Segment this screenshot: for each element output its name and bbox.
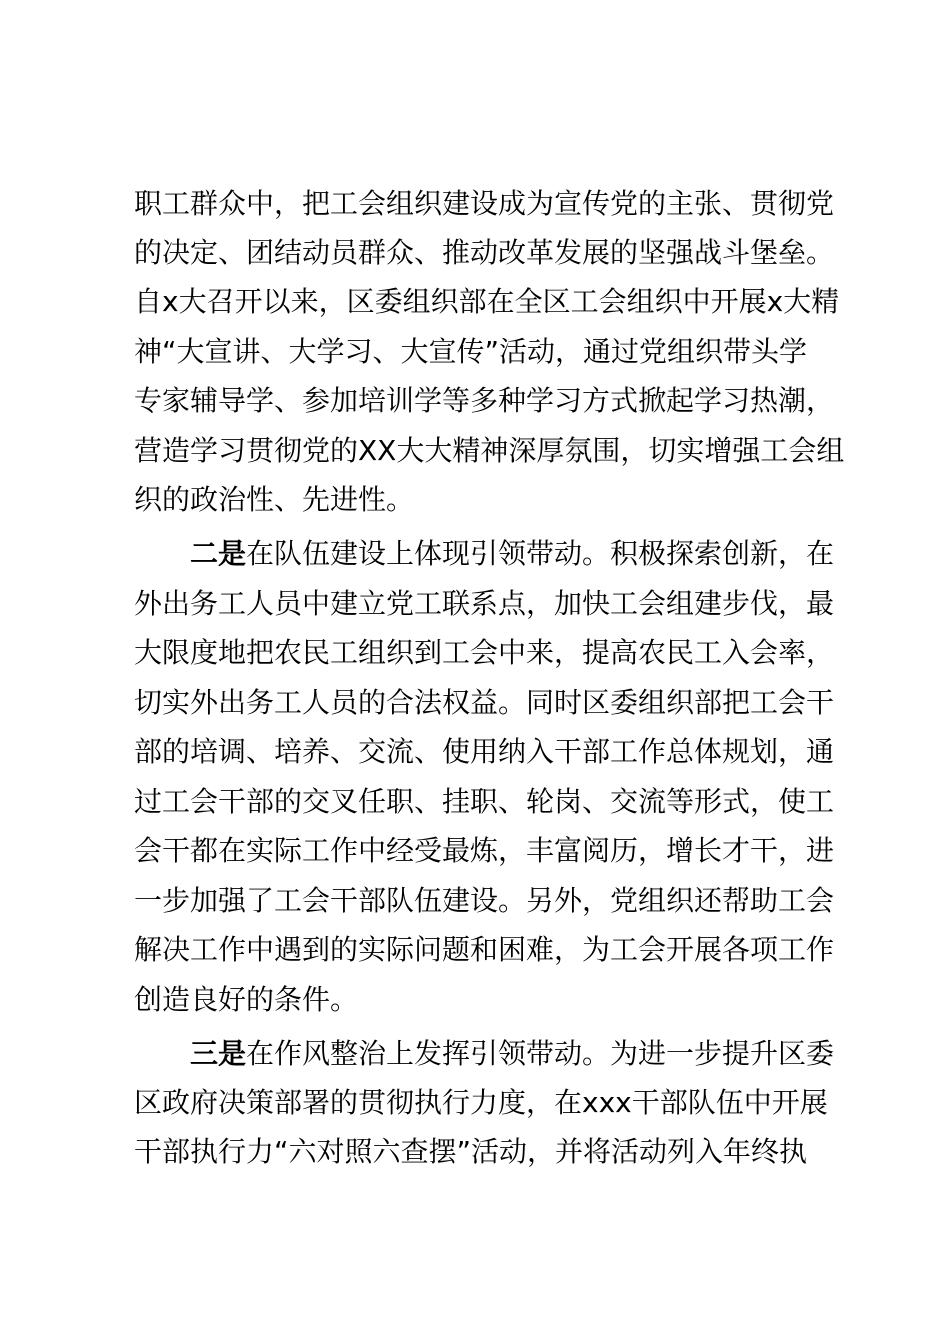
para1-line-3: 自x大召开以来，区委组织部在全区工会组织中开展x大精 — [134, 285, 840, 318]
para2-line-9: 解决工作中遇到的实际问题和困难，为工会开展各项工作 — [134, 933, 835, 966]
para2-first-line-text: 在队伍建设上体现引领带动。积极探索创新，在 — [246, 537, 835, 570]
para3-line-3: 干部执行力“六对照六查摆”活动，并将活动列入年终执 — [134, 1135, 808, 1168]
para2-line-6: 过工会干部的交叉任职、挂职、轮岗、交流等形式，使工 — [134, 785, 835, 818]
para2-line-3: 大限度地把农民工组织到工会中来，提高农民工入会率， — [134, 636, 835, 669]
para1-line-4: 神“大宣讲、大学习、大宣传”活动，通过党组织带头学 — [134, 335, 808, 368]
para3-lead: 三是 — [190, 1037, 247, 1070]
para3-first-line-text: 在作风整治上发挥引领带动。为进一步提升区委 — [246, 1037, 835, 1070]
para2-line-4: 切实外出务工人员的合法权益。同时区委组织部把工会干 — [134, 686, 835, 719]
para2-line-7: 会干都在实际工作中经受最炼，丰富阅历，增长才干，进 — [134, 834, 835, 867]
para3-line-2: 区政府决策部署的贯彻执行力度，在xxx干部队伍中开展 — [134, 1086, 828, 1119]
para2-line-10: 创造良好的条件。 — [134, 983, 359, 1016]
para1-line-2: 的决定、团结动员群众、推动改革发展的坚强战斗堡垒。 — [134, 236, 835, 269]
para3-first-line — [190, 1034, 834, 1074]
para1-line-6: 营造学习贯彻党的XX大大精神深厚氛围，切实增强工会组 — [134, 434, 845, 467]
para2-lead: 二是 — [190, 537, 247, 570]
para1-line-1: 职工群众中，把工会组织建设成为宣传党的主张、贯彻党 — [134, 187, 835, 220]
para1-line-5: 专家辅导学、参加培训学等多种学习方式掀起学习热潮， — [134, 384, 835, 417]
para2-line-2: 外出务工人员中建立党工联系点，加快工会组建步伐，最 — [134, 587, 835, 620]
para1-line-7: 织的政治性、先进性。 — [134, 483, 415, 516]
para2-first-line — [190, 534, 834, 574]
para2-line-5: 部的培调、培养、交流、使用纳入干部工作总体规划，通 — [134, 735, 835, 768]
para2-line-8: 一步加强了工会干部队伍建设。另外，党组织还帮助工会 — [134, 884, 835, 917]
